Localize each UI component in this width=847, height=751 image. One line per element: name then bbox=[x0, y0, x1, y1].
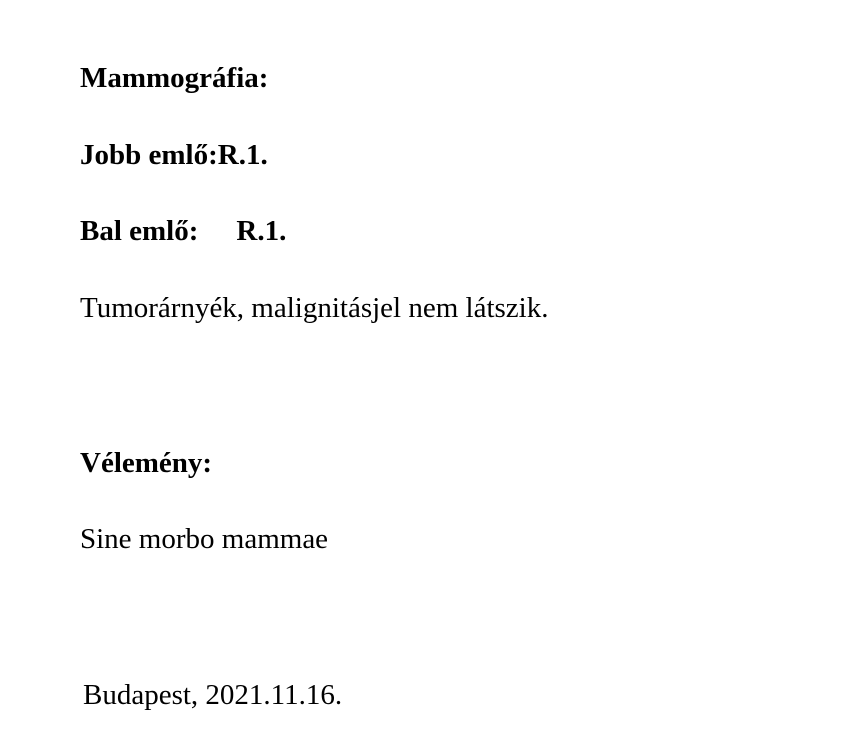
findings-text: Tumorárnyék, malignitásjel nem látszik. bbox=[80, 292, 549, 324]
right-breast-label: Jobb emlő: bbox=[80, 139, 218, 171]
right-breast-row bbox=[80, 137, 268, 173]
left-breast-value: R.1. bbox=[236, 215, 287, 247]
report-title: Mammográfia: bbox=[80, 62, 269, 94]
opinion-heading: Vélemény: bbox=[80, 447, 213, 479]
left-breast-row bbox=[80, 213, 286, 249]
right-breast-value: R.1. bbox=[217, 139, 268, 171]
opinion-text: Sine morbo mammae bbox=[80, 523, 329, 555]
left-breast-label: Bal emlő: bbox=[80, 215, 199, 247]
place-date: Budapest, 2021.11.16. bbox=[83, 679, 343, 711]
